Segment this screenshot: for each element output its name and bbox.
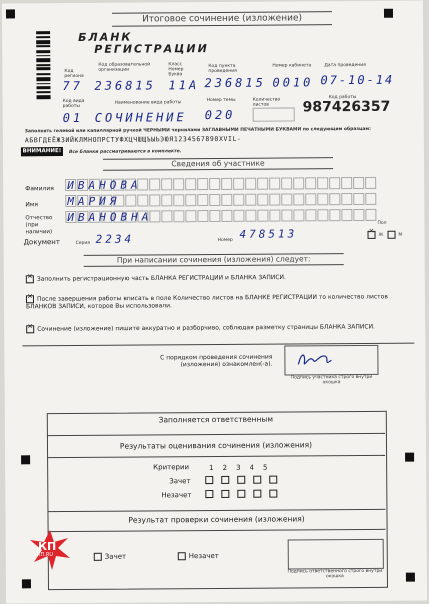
participant-signature-box[interactable] bbox=[284, 345, 378, 376]
letter-sample: АБВГДЕЁЖЗИЙКЛМНОПРСТУФХЦЧШЩЪЫЬЭЮЯ1234567890XVIL- bbox=[24, 134, 242, 145]
work-name[interactable]: СОЧИНЕНИЕ bbox=[94, 110, 187, 125]
name-label: Имя bbox=[25, 201, 38, 209]
fail-row-label: Незачет bbox=[161, 491, 192, 500]
pass-criterion-checkbox[interactable] bbox=[269, 476, 277, 484]
check-fail-option bbox=[178, 552, 219, 560]
fail-criterion-checkbox[interactable] bbox=[221, 490, 229, 498]
participant-signature-caption: Подпись участника строго внутри окошка bbox=[290, 374, 373, 386]
fail-checkboxes bbox=[205, 490, 280, 499]
corner-marker bbox=[22, 579, 31, 588]
criterion-number: 1 bbox=[209, 464, 214, 473]
logo-subtext: КП.RU bbox=[37, 552, 54, 558]
fail-criterion-checkbox[interactable] bbox=[253, 490, 261, 498]
label-work-code: Код работы bbox=[328, 95, 357, 101]
label-point: Код пункта проведения bbox=[208, 63, 237, 75]
sheets-count-field[interactable] bbox=[253, 107, 295, 121]
pass-criterion-checkbox[interactable] bbox=[221, 476, 229, 484]
sex-options bbox=[368, 231, 403, 239]
rules-title: При написании сочинения (изложения) следует: bbox=[84, 253, 344, 267]
signature-icon bbox=[295, 348, 335, 370]
check-pass-label: Зачет bbox=[104, 552, 127, 561]
sex-male-checkbox[interactable] bbox=[387, 231, 395, 239]
criterion-number: 4 bbox=[249, 463, 255, 472]
corner-marker bbox=[405, 453, 414, 462]
number-label: Номер bbox=[217, 237, 233, 243]
sex-female-label: Ж bbox=[378, 232, 384, 238]
label-org: Код образовательной организации bbox=[98, 62, 151, 73]
corner-marker bbox=[6, 9, 15, 18]
document-label: Документ bbox=[23, 238, 60, 247]
pass-criterion-checkbox[interactable] bbox=[237, 476, 245, 484]
point-code[interactable]: 236815 bbox=[204, 75, 266, 91]
official-signature-caption: Подпись ответственного строго внутри окошка bbox=[287, 568, 383, 580]
region-code[interactable]: 77 bbox=[62, 78, 83, 94]
patronymic-label: Отчество (при наличии) bbox=[25, 215, 53, 236]
pass-criterion-checkbox[interactable] bbox=[205, 476, 213, 484]
check-fail-checkbox[interactable] bbox=[178, 552, 186, 560]
registration-form bbox=[2, 1, 427, 604]
label-date: Дата проведения bbox=[324, 62, 366, 69]
series-label: Серия bbox=[75, 240, 91, 246]
criteria-numbers bbox=[209, 464, 267, 472]
surname-label: Фамилия bbox=[25, 185, 54, 193]
official-title: Заполняется ответственным bbox=[158, 414, 274, 425]
fail-criterion-checkbox[interactable] bbox=[269, 490, 277, 498]
number-input[interactable]: 478513 bbox=[239, 227, 298, 241]
check-title: Результат проверки сочинения (изложения) bbox=[128, 514, 305, 525]
label-region: Код региона bbox=[64, 68, 84, 80]
kp-logo bbox=[28, 528, 72, 572]
sex-female-checkbox[interactable] bbox=[368, 231, 376, 239]
corner-marker bbox=[406, 573, 415, 582]
form-title-line2: РЕГИСТРАЦИИ bbox=[94, 42, 209, 56]
results-title: Результаты оценивания сочинения (изложения) bbox=[119, 440, 313, 451]
work-code: 987426357 bbox=[302, 98, 391, 116]
pass-row-label: Зачет bbox=[169, 477, 191, 486]
label-topic: Номер темы bbox=[206, 97, 236, 104]
form-header-title: Итоговое сочинение (изложение) bbox=[112, 11, 332, 27]
official-signature-box[interactable] bbox=[288, 539, 384, 570]
check-pass-option bbox=[94, 553, 126, 561]
rule-item: ×Заполнить регистрационную часть БЛАНКА РЕГИСТРАЦИИ и БЛАНКА ЗАПИСИ. bbox=[26, 273, 396, 284]
acknowledge-text: С порядком проведения сочинения (изложения) ознакомлен(-а). bbox=[160, 353, 273, 369]
series-input[interactable]: 2234 bbox=[95, 232, 135, 246]
label-class: Класс Номер Буква bbox=[168, 62, 184, 78]
label-sheets: Количество листов bbox=[252, 97, 281, 108]
name-input[interactable]: МАРИЯ bbox=[67, 194, 121, 209]
criterion-number: 2 bbox=[222, 463, 228, 472]
org-code[interactable]: 236815 bbox=[94, 78, 156, 93]
pass-checkboxes bbox=[205, 476, 280, 485]
criteria-label: Критерии bbox=[153, 463, 190, 472]
work-type-code[interactable]: 01 bbox=[62, 110, 84, 126]
label-cabinet: Номер кабинета bbox=[272, 63, 312, 69]
surname-input[interactable]: ИВАНОВА bbox=[67, 178, 142, 193]
attention-label: ВНИМАНИЕ! bbox=[21, 147, 63, 156]
criterion-number: 5 bbox=[263, 463, 268, 472]
corner-marker bbox=[384, 9, 393, 18]
patronymic-input[interactable]: ИВАНОВНА bbox=[67, 210, 153, 225]
fill-instruction: Заполнять гелевой или капиллярной ручкой ЧЕРНЫМИ чернилами ЗАГЛАВНЫМИ ПЕЧАТНЫМИ БУКВАМИ по следующим образцам: bbox=[24, 126, 371, 135]
fail-criterion-checkbox[interactable] bbox=[237, 490, 245, 498]
check-fail-label: Незачет bbox=[188, 551, 219, 560]
logo-text: КП bbox=[38, 540, 57, 553]
fail-criterion-checkbox[interactable] bbox=[205, 490, 213, 498]
cabinet-number[interactable]: 0010 bbox=[272, 75, 314, 90]
barcode bbox=[36, 31, 51, 113]
attention-text: Все бланки рассматриваются в комплекте. bbox=[68, 149, 182, 156]
sex-label: Пол bbox=[377, 220, 387, 226]
class-field[interactable]: 11А bbox=[168, 78, 200, 93]
participant-section-title: Сведения об участнике bbox=[103, 157, 333, 171]
criterion-number: 3 bbox=[236, 463, 241, 472]
label-work-type: Код вида работы bbox=[62, 98, 85, 110]
rule-item: ×После завершения работы вписать в поле Количество листов на БЛАНКЕ РЕГИСТРАЦИИ то количество листов БЛАНКОВ ЗАПИСИ, которое Вы использовали. bbox=[26, 293, 406, 311]
pass-criterion-checkbox[interactable] bbox=[253, 476, 261, 484]
corner-marker bbox=[21, 455, 30, 464]
rule-item: ×Сочинение (изложение) пишите аккуратно и разборчиво, соблюдая разметку страницы БЛАНКА ЗАПИСИ. bbox=[26, 323, 406, 334]
form-title-line1: БЛАНК bbox=[78, 30, 133, 44]
sex-male-label: М bbox=[398, 232, 403, 238]
exam-date[interactable]: 07-10-14 bbox=[320, 72, 395, 88]
check-pass-checkbox[interactable] bbox=[94, 553, 102, 561]
topic-number[interactable]: 020 bbox=[204, 107, 236, 123]
label-work-name: Наименование вида работы bbox=[114, 100, 182, 106]
